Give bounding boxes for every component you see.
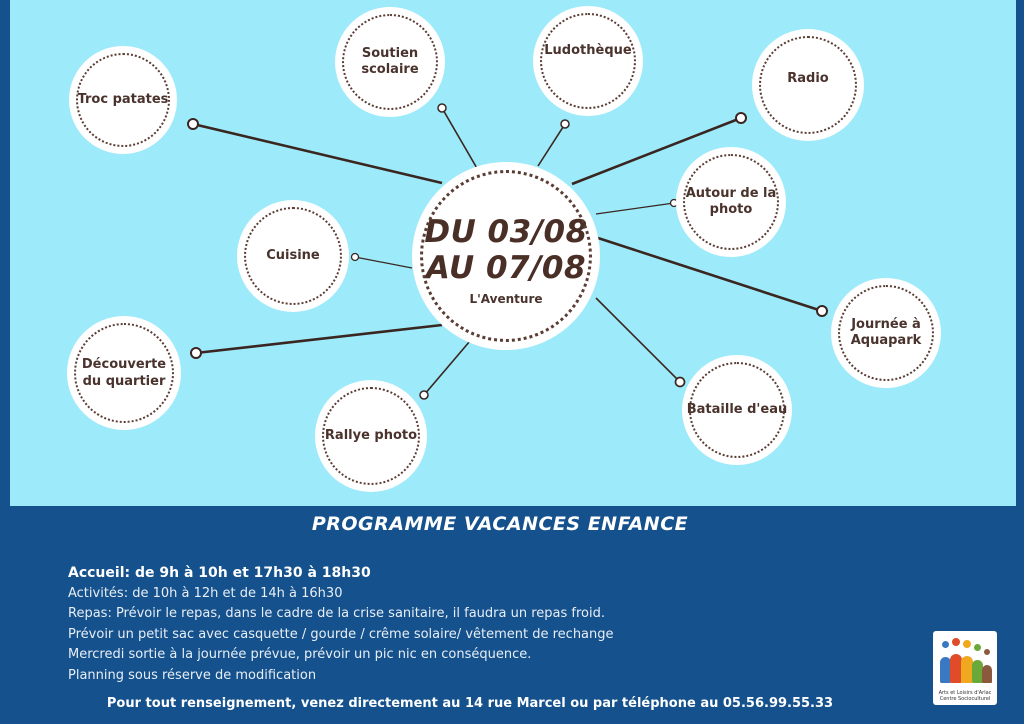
line-troc — [193, 124, 442, 183]
activity-aquapark — [831, 278, 941, 388]
activity-decouverte-quartier — [67, 316, 181, 430]
activity-label: Autour de la photo — [685, 186, 777, 217]
activity-label: Bataille d'eau — [686, 402, 788, 417]
dates-line-1: DU 03/08 — [424, 214, 588, 250]
line-photo — [596, 203, 674, 214]
dot-soutien — [438, 104, 446, 112]
line-decouverte — [196, 325, 442, 353]
line-bataille — [596, 298, 680, 382]
activity-radio — [752, 29, 864, 141]
dot-bataille — [676, 378, 685, 387]
activity-soutien-scolaire — [335, 7, 445, 117]
dot-decouverte — [191, 348, 201, 358]
info-planning: Planning sous réserve de modification — [68, 667, 317, 683]
theme-label: L'Aventure — [469, 292, 543, 306]
activity-label: Radio — [787, 71, 829, 86]
contact-footer: Pour tout renseignement, venez directement au 14 rue Marcel ou par téléphone au 05.56.99.55.33 — [106, 696, 834, 711]
dot-aquapark — [817, 306, 827, 316]
info-activites: Activités: de 10h à 12h et de 14h à 16h30 — [68, 585, 343, 601]
activity-ludotheque — [533, 6, 643, 116]
activity-label: Cuisine — [266, 248, 320, 263]
activity-autour-photo — [676, 147, 786, 257]
dot-ludo — [561, 120, 569, 128]
info-mercredi: Mercredi sortie à la journée prévue, prévoir un pic nic en conséquence. — [68, 647, 532, 662]
logo-caption: Arts et Loisirs d'Arlac Centre Socioculturel — [938, 690, 992, 702]
activity-label: Découverte du quartier — [81, 357, 167, 389]
activity-label: Ludothèque — [544, 43, 632, 58]
organization-logo — [933, 631, 997, 705]
activity-rallye-photo — [315, 380, 427, 492]
dot-cuisine — [352, 254, 359, 261]
dot-rallye — [420, 391, 428, 399]
program-title: PROGRAMME VACANCES ENFANCE — [311, 513, 689, 535]
info-accueil: Accueil: de 9h à 10h et 17h30 à 18h30 — [68, 565, 371, 581]
dates-center-circle — [412, 162, 600, 350]
info-sac: Prévoir un petit sac avec casquette / gourde / crême solaire/ vêtement de rechange — [68, 626, 614, 642]
line-soutien — [442, 108, 478, 170]
dot-radio — [736, 113, 746, 123]
info-block — [68, 563, 614, 686]
line-rallye — [424, 341, 470, 395]
activity-label: Journée à Aquapark — [850, 317, 922, 348]
dates-line-2: AU 07/08 — [425, 250, 587, 286]
line-ludo — [538, 124, 565, 166]
activity-troc-patates — [69, 46, 177, 154]
activity-label: Rallye photo — [324, 428, 418, 443]
activity-bataille-eau — [682, 355, 792, 465]
dot-troc — [188, 119, 198, 129]
line-cuisine — [355, 257, 412, 268]
info-repas: Repas: Prévoir le repas, dans le cadre de la crise sanitaire, il faudra un repas froid. — [68, 606, 605, 621]
activity-cuisine — [237, 200, 349, 312]
activity-label: Troc patates — [77, 92, 169, 107]
activity-label: Soutien scolaire — [361, 46, 419, 77]
